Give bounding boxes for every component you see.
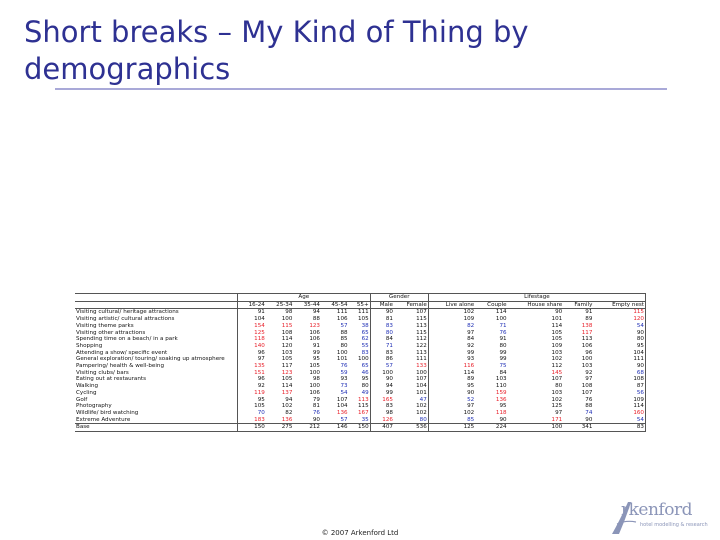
index-cell: 76 (585, 396, 593, 403)
index-cell: 85 (428, 417, 475, 424)
index-cell: 99 (499, 356, 507, 363)
index-cell: 97 (585, 376, 593, 383)
index-cell: 105 (551, 329, 563, 336)
index-cell: 133 (416, 363, 427, 370)
index-cell: 102 (551, 356, 563, 363)
row-label: Cycling (76, 389, 97, 396)
table-row (75, 383, 646, 390)
age-group-header: Age (238, 294, 371, 302)
index-cell: 93 (340, 376, 348, 383)
index-cell: 80 (593, 336, 645, 343)
index-cell: 76 (340, 363, 348, 370)
arkenford-logo (610, 500, 714, 536)
index-cell: 100 (281, 316, 293, 323)
index-cell: 62 (361, 336, 369, 343)
index-cell: 35 (361, 416, 369, 423)
index-cell: 80 (340, 342, 348, 349)
index-cell: 106 (581, 342, 593, 349)
index-cell: 85 (340, 336, 348, 343)
column-header: House share (508, 301, 564, 309)
index-cell: 54 (593, 417, 645, 424)
slide-title (24, 14, 644, 88)
index-cell: 107 (551, 376, 563, 383)
index-cell: 103 (551, 349, 563, 356)
index-cell: 90 (370, 309, 394, 316)
index-cell: 92 (585, 369, 593, 376)
index-cell: 80 (555, 383, 563, 390)
index-cell: 80 (370, 330, 394, 337)
index-cell: 104 (593, 350, 645, 357)
index-cell: 102 (416, 403, 427, 410)
index-cell: 96 (585, 349, 593, 356)
index-cell: 212 (293, 424, 321, 432)
index-cell: 97 (428, 403, 475, 410)
index-cell: 87 (593, 383, 645, 390)
index-cell: 100 (309, 383, 320, 390)
index-cell: 76 (312, 409, 320, 416)
table-row (75, 370, 646, 377)
lifestage-group-header: Lifestage (428, 294, 645, 302)
row-label: Eating out at restaurants (76, 376, 147, 383)
column-header: 55+ (349, 301, 371, 309)
index-cell: 115 (416, 329, 427, 336)
index-cell: 88 (340, 329, 348, 336)
index-cell: 71 (370, 343, 394, 350)
index-cell: 54 (340, 389, 348, 396)
index-cell: 52 (428, 397, 475, 404)
index-cell: 171 (551, 416, 563, 423)
index-cell: 59 (340, 369, 348, 376)
copyright-footer: © 2007 Arkenford Ltd (321, 529, 399, 537)
table-row (75, 309, 646, 316)
index-cell: 74 (585, 409, 593, 416)
index-cell: 113 (581, 336, 593, 343)
index-cell: 109 (593, 397, 645, 404)
index-cell: 86 (370, 356, 394, 363)
table-row (75, 403, 646, 410)
row-label: Extreme Adventure (76, 416, 131, 423)
index-cell: 103 (281, 349, 293, 356)
index-cell: 151 (238, 370, 266, 377)
table-body (75, 309, 646, 432)
gender-group-header: Gender (370, 294, 428, 302)
row-label: Golf (76, 396, 88, 403)
index-cell: 104 (336, 403, 348, 410)
index-cell: 224 (475, 424, 507, 432)
row-label: Shopping (76, 342, 103, 349)
index-cell: 107 (581, 389, 593, 396)
index-cell: 94 (370, 383, 394, 390)
index-cell: 114 (593, 403, 645, 410)
row-label: Base (75, 424, 238, 432)
demographics-table (75, 293, 646, 432)
index-cell: 100 (370, 370, 394, 377)
index-cell: 126 (370, 417, 394, 424)
column-header: 25-34 (266, 301, 294, 309)
index-cell: 65 (361, 363, 369, 370)
index-cell: 83 (370, 323, 394, 330)
index-cell: 75 (499, 363, 507, 370)
index-cell: 102 (428, 309, 475, 316)
index-cell: 136 (336, 409, 348, 416)
index-cell: 120 (593, 316, 645, 323)
index-cell: 99 (370, 390, 394, 397)
row-label: Visiting clubs/ bars (76, 369, 129, 376)
row-label: General exploration/ touring/ soaking up atmosphere (76, 356, 225, 363)
row-label: Visiting artistic/ cultural attractions (76, 316, 175, 323)
index-cell: 115 (358, 403, 369, 410)
index-cell: 95 (361, 376, 369, 383)
table-row (75, 350, 646, 357)
index-cell: 106 (309, 389, 320, 396)
column-header: 35-44 (293, 301, 321, 309)
index-cell: 57 (340, 322, 348, 329)
index-cell: 165 (370, 397, 394, 404)
index-cell: 102 (551, 396, 563, 403)
index-cell: 92 (238, 383, 266, 390)
index-cell: 100 (309, 369, 320, 376)
index-cell: 49 (361, 389, 369, 396)
index-cell: 140 (238, 343, 266, 350)
index-cell: 90 (312, 416, 320, 423)
row-label: Visiting theme parks (76, 322, 134, 329)
index-cell: 97 (428, 330, 475, 337)
index-cell: 91 (312, 342, 320, 349)
index-cell: 102 (281, 403, 293, 410)
index-cell: 81 (312, 403, 320, 410)
index-cell: 275 (266, 424, 294, 432)
index-cell: 167 (358, 409, 369, 416)
row-label: Visiting cultural/ heritage attractions (76, 309, 179, 316)
index-cell: 159 (495, 389, 507, 396)
index-cell: 65 (361, 329, 369, 336)
index-cell: 95 (428, 383, 475, 390)
table-row (75, 330, 646, 337)
row-label-header (75, 301, 238, 309)
index-cell: 111 (593, 356, 645, 363)
table-row (75, 390, 646, 397)
table-row (75, 336, 646, 343)
row-label: Attending a show/ specific event (76, 349, 168, 356)
index-cell: 111 (358, 309, 369, 316)
index-cell: 98 (285, 309, 293, 316)
index-cell: 100 (508, 424, 564, 432)
index-cell: 99 (428, 350, 475, 357)
slide-title-line-2: demographics (24, 52, 231, 86)
index-cell: 108 (281, 329, 293, 336)
index-cell: 105 (281, 356, 293, 363)
index-cell: 83 (370, 403, 394, 410)
title-underline (55, 88, 667, 90)
index-cell: 103 (495, 376, 507, 383)
index-cell: 111 (336, 309, 348, 316)
index-cell: 113 (416, 349, 427, 356)
index-cell: 90 (499, 416, 507, 423)
index-cell: 114 (495, 309, 507, 316)
index-cell: 107 (336, 396, 348, 403)
index-cell: 54 (593, 323, 645, 330)
index-cell: 71 (499, 322, 507, 329)
index-cell: 99 (499, 349, 507, 356)
index-cell: 119 (238, 390, 266, 397)
index-cell: 536 (394, 424, 428, 432)
index-cell: 106 (309, 329, 320, 336)
index-cell: 114 (281, 336, 293, 343)
index-cell: 88 (312, 316, 320, 323)
table-row (75, 343, 646, 350)
index-cell: 111 (416, 356, 427, 363)
column-header: Couple (475, 301, 507, 309)
index-cell: 109 (551, 342, 563, 349)
index-cell: 105 (551, 336, 563, 343)
index-cell: 117 (581, 329, 593, 336)
index-cell: 80 (361, 383, 369, 390)
index-cell: 104 (416, 383, 427, 390)
index-cell: 105 (238, 403, 266, 410)
index-cell: 136 (495, 396, 507, 403)
table-row (75, 356, 646, 363)
column-header: Live alone (428, 301, 475, 309)
index-cell: 70 (238, 410, 266, 417)
index-cell: 55 (361, 342, 369, 349)
index-cell: 104 (238, 316, 266, 323)
index-cell: 102 (428, 410, 475, 417)
table-row (75, 363, 646, 370)
index-cell: 112 (416, 336, 427, 343)
index-cell: 90 (370, 376, 394, 383)
index-cell: 100 (336, 349, 348, 356)
index-cell: 90 (585, 416, 593, 423)
row-label: Photography (76, 403, 112, 410)
index-cell: 101 (551, 316, 563, 323)
index-cell: 76 (499, 329, 507, 336)
column-header: Family (563, 301, 593, 309)
index-cell: 407 (370, 424, 394, 432)
index-cell: 96 (238, 376, 266, 383)
index-cell: 116 (428, 363, 475, 370)
index-cell: 94 (285, 396, 293, 403)
index-cell: 109 (428, 316, 475, 323)
index-cell: 89 (428, 376, 475, 383)
index-cell: 90 (593, 363, 645, 370)
index-cell: 115 (593, 309, 645, 316)
index-cell: 91 (499, 336, 507, 343)
index-cell: 105 (358, 316, 369, 323)
index-cell: 98 (312, 376, 320, 383)
column-header-row (75, 301, 646, 309)
index-cell: 135 (238, 363, 266, 370)
index-cell: 106 (336, 316, 348, 323)
index-cell: 91 (238, 309, 266, 316)
index-cell: 118 (495, 409, 507, 416)
index-cell: 100 (581, 356, 593, 363)
index-cell: 80 (419, 416, 427, 423)
column-header: Empty nest (593, 301, 645, 309)
index-cell: 115 (281, 322, 293, 329)
index-cell: 79 (312, 396, 320, 403)
index-cell: 46 (361, 369, 369, 376)
index-cell: 90 (593, 330, 645, 337)
base-row (75, 424, 646, 432)
index-cell: 97 (238, 356, 266, 363)
row-label: Wildlife/ bird watching (76, 409, 139, 416)
row-label: Spending time on a beach/ in a park (76, 336, 178, 343)
index-cell: 146 (321, 424, 349, 432)
index-cell: 98 (370, 410, 394, 417)
index-cell: 100 (358, 356, 369, 363)
index-cell: 95 (593, 343, 645, 350)
index-cell: 107 (416, 376, 427, 383)
index-cell: 120 (281, 342, 293, 349)
index-cell: 114 (551, 322, 563, 329)
index-cell: 103 (551, 389, 563, 396)
index-cell: 90 (555, 309, 563, 316)
index-cell: 68 (593, 370, 645, 377)
table-row (75, 410, 646, 417)
table-row (75, 397, 646, 404)
logo-tagline: hotel modelling & research (640, 522, 708, 528)
index-cell: 99 (312, 349, 320, 356)
index-cell: 137 (281, 389, 293, 396)
index-cell: 145 (551, 369, 563, 376)
index-cell: 95 (238, 397, 266, 404)
index-cell: 160 (593, 410, 645, 417)
index-cell: 341 (563, 424, 593, 432)
index-cell: 123 (281, 369, 293, 376)
index-cell: 80 (499, 342, 507, 349)
index-cell: 101 (416, 389, 427, 396)
index-cell: 118 (238, 336, 266, 343)
index-cell: 102 (416, 409, 427, 416)
column-header: Female (394, 301, 428, 309)
group-header-row (75, 294, 646, 302)
index-cell: 117 (281, 363, 293, 370)
index-cell: 138 (581, 322, 593, 329)
index-cell: 82 (285, 409, 293, 416)
index-cell: 73 (340, 383, 348, 390)
index-cell: 123 (309, 322, 320, 329)
index-cell: 110 (495, 383, 507, 390)
index-cell: 108 (593, 376, 645, 383)
index-cell: 47 (419, 396, 427, 403)
index-cell: 84 (499, 369, 507, 376)
index-cell: 136 (281, 416, 293, 423)
index-cell: 91 (585, 309, 593, 316)
index-cell: 89 (585, 316, 593, 323)
index-cell: 183 (238, 417, 266, 424)
row-label: Pampering/ health & well-being (76, 363, 165, 370)
index-cell: 94 (312, 309, 320, 316)
index-cell: 112 (551, 363, 563, 370)
index-cell: 125 (238, 330, 266, 337)
column-header: 45-54 (321, 301, 349, 309)
index-cell: 92 (428, 343, 475, 350)
index-cell: 105 (309, 363, 320, 370)
index-cell: 105 (281, 376, 293, 383)
index-cell: 107 (416, 309, 427, 316)
index-cell: 114 (281, 383, 293, 390)
row-label: Walking (76, 383, 99, 390)
index-cell: 100 (495, 316, 507, 323)
index-cell: 150 (238, 424, 266, 432)
index-cell: 82 (428, 323, 475, 330)
index-cell: 83 (593, 424, 645, 432)
index-cell: 96 (238, 350, 266, 357)
index-cell: 108 (581, 383, 593, 390)
index-cell: 84 (428, 336, 475, 343)
row-label: Visiting other attractions (76, 329, 146, 336)
index-cell: 103 (581, 363, 593, 370)
corner-cell (75, 294, 238, 302)
index-cell: 90 (428, 390, 475, 397)
index-cell: 57 (370, 363, 394, 370)
index-cell: 97 (555, 409, 563, 416)
index-cell: 150 (349, 424, 371, 432)
slide-title-line-1: Short breaks – My Kind of Thing by (24, 15, 529, 49)
index-cell: 95 (499, 403, 507, 410)
index-cell: 106 (309, 336, 320, 343)
index-cell: 93 (428, 356, 475, 363)
index-cell: 84 (370, 336, 394, 343)
index-cell: 83 (370, 350, 394, 357)
column-header: 16-24 (238, 301, 266, 309)
table-row (75, 376, 646, 383)
index-cell: 57 (340, 416, 348, 423)
index-cell: 125 (551, 403, 563, 410)
index-cell: 95 (312, 356, 320, 363)
index-cell: 38 (361, 322, 369, 329)
table-row (75, 323, 646, 330)
index-cell: 83 (361, 349, 369, 356)
index-cell: 88 (585, 403, 593, 410)
index-cell: 101 (336, 356, 348, 363)
column-header: Male (370, 301, 394, 309)
index-cell: 113 (416, 322, 427, 329)
index-cell: 154 (238, 323, 266, 330)
table-row (75, 417, 646, 424)
index-cell: 125 (428, 424, 475, 432)
index-cell: 114 (428, 370, 475, 377)
index-cell: 100 (416, 369, 427, 376)
index-cell: 122 (416, 342, 427, 349)
index-cell: 113 (358, 396, 369, 403)
index-cell: 115 (416, 316, 427, 323)
index-cell: 56 (593, 390, 645, 397)
index-cell: 81 (370, 316, 394, 323)
logo-brand-text: rkenford (621, 500, 692, 520)
table-row (75, 316, 646, 323)
